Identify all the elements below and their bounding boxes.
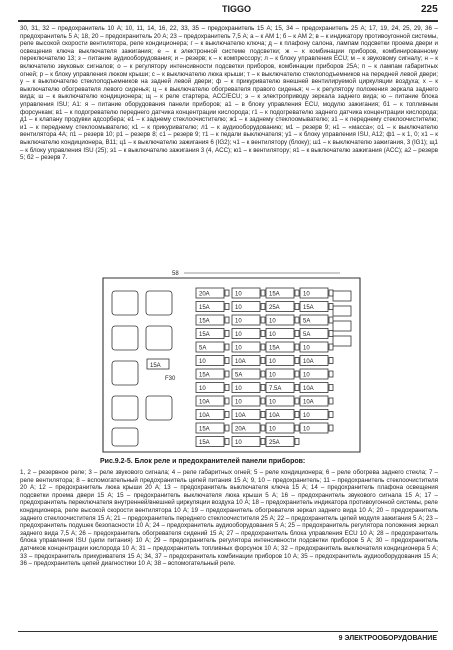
relay-7 [146, 326, 172, 350]
relay-1 [112, 291, 138, 315]
fuse-slot [266, 396, 299, 406]
fuse-slot [232, 342, 265, 352]
fuse-slot [300, 315, 333, 325]
running-title: TIGGO [222, 4, 251, 14]
fuse-slot [232, 383, 265, 393]
connector-2 [333, 306, 351, 316]
fuse-rating-label: 5A [199, 345, 207, 352]
fuse-rating-label: 15A [199, 372, 210, 379]
fuse-slot [266, 288, 299, 298]
fuse-slot [196, 410, 229, 420]
fuse-rating-label: 10 [269, 318, 276, 325]
fuse-pin [295, 344, 299, 350]
footer-rule [18, 631, 438, 632]
fuse-slot [232, 356, 265, 366]
fuse-rating-label: 15A [269, 291, 280, 298]
fuse-slot [266, 315, 299, 325]
top-callout-label: 58 [172, 271, 179, 277]
fuse-rating-label: 10A [199, 399, 210, 406]
fuse-pin [295, 439, 299, 445]
fuse-rating-label: 10 [235, 440, 242, 446]
fuse-pin [225, 290, 229, 296]
fuse-slot [300, 302, 333, 312]
fuse-slot [232, 302, 265, 312]
fuse-slot [232, 288, 265, 298]
fuse-rating-label: 20A [199, 291, 210, 298]
fuse-pin [225, 317, 229, 323]
fuse-rating-label: 15A [199, 332, 210, 338]
fuse-rating-label: 25A [269, 440, 280, 446]
fuse-slot [300, 329, 333, 339]
fuse-rating-label: 10 [269, 359, 276, 365]
fuse-slot [266, 437, 299, 447]
fuse-pin [225, 385, 229, 391]
fuse-pin [295, 398, 299, 404]
fuse-pin [225, 412, 229, 418]
fuse-slot [266, 302, 299, 312]
fuse-pin [225, 304, 229, 310]
fuse-rating-label: 10A [199, 413, 210, 419]
fuse-rating-label: 7.5A [269, 386, 282, 392]
fuse-pin [329, 412, 333, 418]
fuse-slot [300, 369, 333, 379]
fuse-pin [329, 317, 333, 323]
fuse-rating-label: 10 [269, 332, 276, 338]
fuse-slot [196, 302, 229, 312]
fuse-pin [261, 425, 265, 431]
relay-5 [112, 428, 138, 446]
fuse-slot [232, 423, 265, 433]
fuse-rating-label: 15A [269, 345, 280, 352]
fuse-pin [261, 344, 265, 350]
fuse-pin [329, 344, 333, 350]
fuse-pin [261, 331, 265, 337]
fuse-pin [261, 371, 265, 377]
fuse-rating-label: 10 [303, 372, 310, 379]
fuse-pin [295, 290, 299, 296]
fuse-rating-label: 10A [303, 386, 314, 392]
fuse-rating-label: 10 [199, 359, 206, 365]
fuse-slot [196, 342, 229, 352]
fuse-rating-label: 10A [235, 359, 246, 365]
fuse-rating-label: 10 [235, 305, 242, 311]
fuse-slot [300, 342, 333, 352]
relay-6 [146, 291, 172, 315]
relay-sub-label: F30 [165, 376, 176, 382]
fuse-rating-label: 10A [269, 413, 280, 419]
fuse-rating-label: 25A [269, 305, 280, 311]
fuse-rating-label: 5A [303, 318, 311, 325]
fuse-slot [196, 369, 229, 379]
fuse-pin [329, 371, 333, 377]
fuse-pin [225, 425, 229, 431]
fuse-rating-label: 10 [303, 291, 310, 298]
fuse-rating-label: 15A [199, 305, 210, 311]
fuse-rating-label: 10 [235, 386, 242, 392]
fuse-slot [232, 369, 265, 379]
fuse-pin [329, 425, 333, 431]
fuse-slot [232, 396, 265, 406]
fuse-slot [196, 329, 229, 339]
relay-3 [112, 361, 138, 385]
figure-caption: Рис.9.2-5. Блок реле и предохранителей панели приборов: [100, 458, 306, 465]
fuse-pin [261, 358, 265, 364]
fuse-pin [261, 412, 265, 418]
fuse-slot [300, 356, 333, 366]
fuse-rating-label: 10 [269, 372, 276, 379]
fuse-slot [300, 383, 333, 393]
section-title: 9 ЭЛЕКТРООБОРУДОВАНИЕ [338, 635, 437, 642]
legend-paragraph-bottom: 1, 2 – резервное реле; 3 – реле звукового сигнала; 4 – реле габаритных огней; 5 – реле кондиционера; 6 – реле обогрева заднего стекла; 7 – реле вентилятора; 8 – вспомогательный предохранитель цепей питания 15 А; 9, 10 – предохранитель; 11 – предохранитель стеклоочистителя 20 А; 12 – предохранитель люка крыши 20 А; 13 – предохранитель выключателя ключа 15 А; 14 – предохранитель плафона освещения подсветки проема двери 15 А; 15 – предохранитель выключателя люка крыши 5 А; 16 – предохранитель звукового сигнала 15 А; 17 – предохранитель переключателя внутренней/внешней циркуляции воздуха 10 А; 18 – предохранитель индикатора противоугонной системы, реле кондиционера, реле высокой скорости вентилятора 10 А; 19 – предохранитель обогревателя зеркал заднего вида 10 А; 20 – предохранитель заднего стеклоочистителя 15 А; 21 – предохранитель переднего стеклоочистителя 25 А; 22 – предохранитель цепей модуля зажигания 5 А; 23 – предохранитель подушек безопасности 10 А; 24 – предохранитель аудиооборудования 5 А; 25 – предохранитель регулятора положения зеркал заднего вида 7,5 А; 26 – предохранитель обогревателя сидений 15 А; 27 – предохранитель блока управления ECU 10 А; 28 – предохранитель блока управления ISU (цепи питания) 10 А; 29 – предохранитель регулятора интенсивности подсветки приборов 5 А; 30 – предохранитель датчиков концентрации кислорода 10 А; 31 – предохранитель топливных форсунок 10 А; 32 – предохранитель выключателя кондиционера 5 А; 33 – предохранитель прикуривателя 15 А; 34, 37 – предохранитель комбинации приборов 10 А; 35 – предохранитель аудиооборудования 15 А; 36 – предохранитель цепей диагностики 10 А; 38 – вспомогательный реле. [20, 469, 438, 568]
relay-4 [112, 396, 138, 420]
fuse-rating-label: 5A [235, 372, 243, 379]
fuse-slot [300, 288, 333, 298]
fuse-slot [266, 356, 299, 366]
fuse-pin [329, 398, 333, 404]
fuse-rating-label: 15A [199, 426, 210, 433]
fuse-rating-label: 10 [269, 426, 276, 433]
connector-1 [333, 291, 351, 301]
fuse-slot [232, 410, 265, 420]
fuse-rating-label: 10A [303, 359, 314, 365]
fuse-pin [295, 371, 299, 377]
fuse-pin [261, 290, 265, 296]
fuse-pin [225, 344, 229, 350]
fuse-pin [295, 358, 299, 364]
fuse-slot [196, 437, 229, 447]
fuse-rating-label: 10 [235, 332, 242, 338]
relay-label: 15A [150, 363, 161, 369]
fuse-pin [295, 412, 299, 418]
fuse-pin [295, 331, 299, 337]
fuse-rating-label: 15A [199, 440, 210, 446]
fuse-pin [295, 385, 299, 391]
fuse-rating-label: 15A [199, 318, 210, 325]
fuse-rating-label: 10 [269, 399, 276, 406]
fuse-slot [266, 329, 299, 339]
fuse-rating-label: 10 [303, 345, 310, 352]
fuse-rating-label: 10 [235, 345, 242, 352]
fuse-pin [225, 331, 229, 337]
fuse-pin [225, 398, 229, 404]
fuse-rating-label: 10 [303, 413, 310, 419]
fuse-rating-label: 10 [303, 426, 310, 433]
fuse-pin [261, 439, 265, 445]
fuse-rating-label: 10 [235, 291, 242, 298]
fuse-pin [261, 398, 265, 404]
relay-8 [146, 396, 172, 420]
fuse-pin [329, 358, 333, 364]
fuse-slot [196, 383, 229, 393]
fuse-rating-label: 10 [235, 399, 242, 406]
fuse-pin [295, 317, 299, 323]
fuse-pin [225, 439, 229, 445]
fuse-pin [295, 304, 299, 310]
page-number: 225 [421, 4, 438, 15]
fuse-slot [196, 396, 229, 406]
fuse-slot [266, 342, 299, 352]
legend-paragraph-top: 30, 31, 32 – предохранитель 10 А; 10, 11, 14, 16, 22, 33, 35 – предохранитель 15 А; 15, 34 – предохранитель 25 А; 17, 19, 24, 25, 29, 36 – предохранитель 5 А; 18, 20 – предохранитель 20 А; 23 – предохранитель 7,5 А; а – к AM 1; б – к AM 2; в – к индикатору противоугонной системы, реле высокой скорости вентилятора, реле кондиционера; г – к выключателю ключа; д – к плафону салона, лампам подсветки проема двери и освещения ключа выключателя зажигания; е – к электронной системе подсветки; ж – к комбинации приборов, комбинированному переключателю 13; з – питание аудиооборудования; и – резерв; к – к компрессору; л – к блоку управления ECU; м – к звуковому сигналу; н – к включателю звуковых сигналов; о – к регулятору интенсивности подсветки приборов, комбинации приборов 25А; п – к лампам габаритных огней; р – к блоку управления люком крыши; с – к выключателю люка крыши; т – к выключателю стеклоподъемников на передней левой двери; у – к выключателю стеклоподъемников на задней левой двери; ф – к прикуривателю внешней вентилируемой циркуляции воздуха; х – к выключателю обогревателя левого сиденья; ц – к выключателю обогревателя правого сиденья; ч – к регулятору положения зеркала заднего вида; ш – к выключателю кондиционера; щ – к реле стартера, ACC/ECU; э – к электроприводу зеркала заднего вида; ю – питание блока управления ISU; А1: я – питание оборудования панели приборов; а1 – в блоку управления ECU, модулю зажигания; б1 – к топливным форсункам; в1 – к подогревателю переднего датчика концентрации кислорода; г1 – к подогревателю заднего датчика концентрации кислорода; д1 – к клапану продувки адсорбера; е1 – к заднему стеклоочистителю; ж1 – к заднему стеклоомывателю; з1 – к переднему стеклоочистителю; и1 – к переднему стеклоомывателю; к1 – к прикуривателю; л1 – к аудиооборудованию; м1 – резерв 9; н1 – «масса»; о1 – к выключателю вентилятора 4А; п1 – резерв 10; р1 – резерв 8; с1 – резерв 9; т1 – к педали выключателя; у1 – к блоку управления ISU, A12; ф1 – к 1, 0; х1 – к выключателю кондиционера, В11; ц1 – к выключателю зажигания 6 (IG2); ч1 – к вентилятору (блоку); ш1 – к выключателю зажигания, 3 (IG1); щ1 – к блоку управления ISU (25); э1 – к выключателю зажигания 3 (4, ACC); ю1 – к вентилятору; я1 – к выключателю зажигания (ACC); а2 – резерв 5; б2 – резерв 7. [20, 25, 438, 162]
fuse-rating-label: 10 [235, 318, 242, 325]
fuse-rating-label: 5A [303, 332, 311, 338]
fuse-slot [266, 383, 299, 393]
fuse-slot [300, 396, 333, 406]
fuse-pin [261, 385, 265, 391]
fuse-slot [232, 315, 265, 325]
fuse-rating-label: 10 [199, 386, 206, 392]
fuse-rating-label: 20A [235, 426, 246, 433]
fuse-slot [196, 423, 229, 433]
fuse-pin [329, 304, 333, 310]
fuse-pin [261, 317, 265, 323]
fuse-pin [329, 385, 333, 391]
fuse-slot [196, 288, 229, 298]
fuse-slot [232, 329, 265, 339]
fuse-slot [232, 437, 265, 447]
connector-3 [333, 321, 351, 331]
fuse-rating-label: 15A [303, 305, 314, 311]
connector-4 [333, 336, 351, 346]
relay-2 [112, 326, 138, 350]
fuse-pin [329, 290, 333, 296]
fuse-pin [295, 425, 299, 431]
fuse-slot [196, 356, 229, 366]
fuse-rating-label: 10A [303, 399, 314, 406]
fuse-pin [225, 371, 229, 377]
fuse-slot [300, 410, 333, 420]
fuse-slot [266, 423, 299, 433]
fuse-rating-label: 10A [235, 413, 246, 419]
fuse-slot [196, 315, 229, 325]
fuse-slot [300, 423, 333, 433]
fuse-slot [266, 369, 299, 379]
fuse-pin [225, 358, 229, 364]
fuse-pin [261, 304, 265, 310]
fuse-slot [266, 410, 299, 420]
fuse-pin [329, 331, 333, 337]
